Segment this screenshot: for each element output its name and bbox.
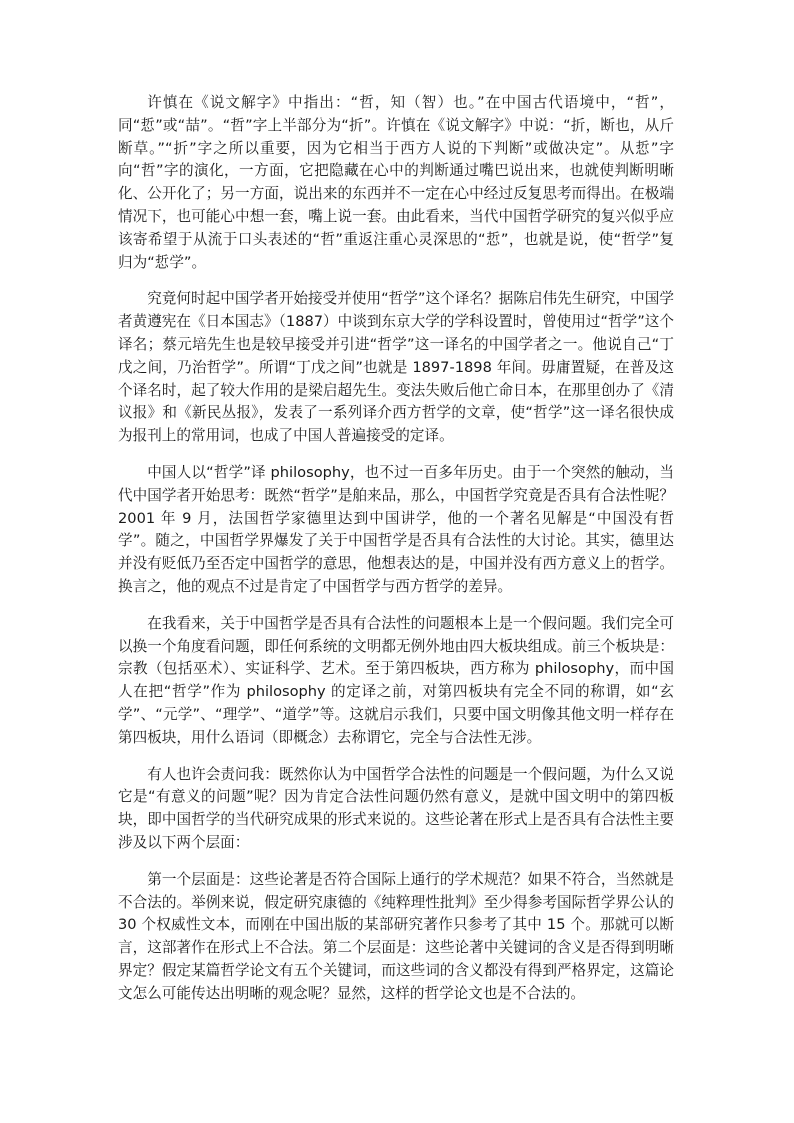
paragraph-4: 在我看来，关于中国哲学是否具有合法性的问题根本上是一个假问题。我们完全可以换一个角度看问题，即任何系统的文明都无例外地由四大板块组成。前三个板块是：宗教（包括巫术）、实证科学、艺术。至于第四板块，西方称为 philosophy，而中国人在把“哲学”作为 philosophy 的定译之前，对第四板块有完全不同的称谓，如“玄学”、“元学”、“理学”、“道学”等。这就启示我们，只要中国文明像其他文明一样存在第四板块，用什么语词（即概念）去称谓它，完全与合法性无涉。 [118,614,674,746]
paragraph-6: 第一个层面是：这些论著是否符合国际上通行的学术规范？如果不符合，当然就是不合法的。举例来说，假定研究康德的《纯粹理性批判》至少得参考国际哲学界公认的 30 个权威性文本，而刚在中国出版的某部研究著作只参考了其中 15 个。那就可以断言，这部著作在形式上不合法。第二个层面是：这些论著中关键词的含义是否得到明晰界定？假定某篇哲学论文有五个关键词，而这些词的含义都没有得到严格界定，这篇论文怎么可能传达出明晰的观念呢？显然，这样的哲学论文也是不合法的。 [118,870,674,1002]
paragraph-1: 许慎在《说文解字》中指出：“哲，知（智）也。”在中国古代语境中，“哲”，同“悊”或“喆”。“哲”字上半部分为“折”。许慎在《说文解字》中说：“折，断也，从斤断草。”“折”字之所以重要，因为它相当于西方人说的下判断”或做决定”。从悊”字向“哲”字的演化，一方面，它把隐藏在心中的判断通过嘴巴说出来，也就使判断明晰化、公开化了；另一方面，说出来的东西并不一定在心中经过反复思考而得出。在极端情况下，也可能心中想一套，嘴上说一套。由此看来，当代中国哲学研究的复兴似乎应该寄希望于从流于口头表述的“哲”重返注重心灵深思的“悊”，也就是说，使“哲学”复归为“悊学”。 [118,94,674,271]
paragraph-5: 有人也许会责问我：既然你认为中国哲学合法性的问题是一个假问题，为什么又说它是“有意义的问题”呢？因为肯定合法性问题仍然有意义，是就中国文明中的第四板块，即中国哲学的当代研究成果的形式来说的。这些论著在形式上是否具有合法性主要涉及以下两个层面： [118,765,674,851]
paragraph-2: 究竟何时起中国学者开始接受并使用“哲学”这个译名？据陈启伟先生研究，中国学者黄遵宪在《日本国志》（1887）中谈到东京大学的学科设置时，曾使用过“哲学”这个译名；蔡元培先生也是较早接受并引进“哲学”这一译名的中国学者之一。他说自己“丁戊之间，乃治哲学”。所谓“丁戊之间”也就是 1897-1898 年间。毋庸置疑，在普及这个译名时，起了较大作用的是梁启超先生。变法失败后他亡命日本，在那里创办了《清议报》和《新民丛报》，发表了一系列译介西方哲学的文章，使“哲学”这一译名很快成为报刊上的常用词，也成了中国人普遍接受的定译。 [118,290,674,445]
article-body [118,92,674,1019]
paragraph-3: 中国人以“哲学”译 philosophy，也不过一百多年历史。由于一个突然的触动，当代中国学者开始思考：既然“哲学”是舶来品，那么，中国哲学究竟是否具有合法性呢？2001 年 9 月，法国哲学家德里达到中国讲学，他的一个著名见解是“中国没有哲学”。随之，中国哲学界爆发了关于中国哲学是否具有合法性的大讨论。其实，德里达并没有贬低乃至否定中国哲学的意思，他想表达的是，中国并没有西方意义上的哲学。换言之，他的观点不过是肯定了中国哲学与西方哲学的差异。 [118,463,674,595]
